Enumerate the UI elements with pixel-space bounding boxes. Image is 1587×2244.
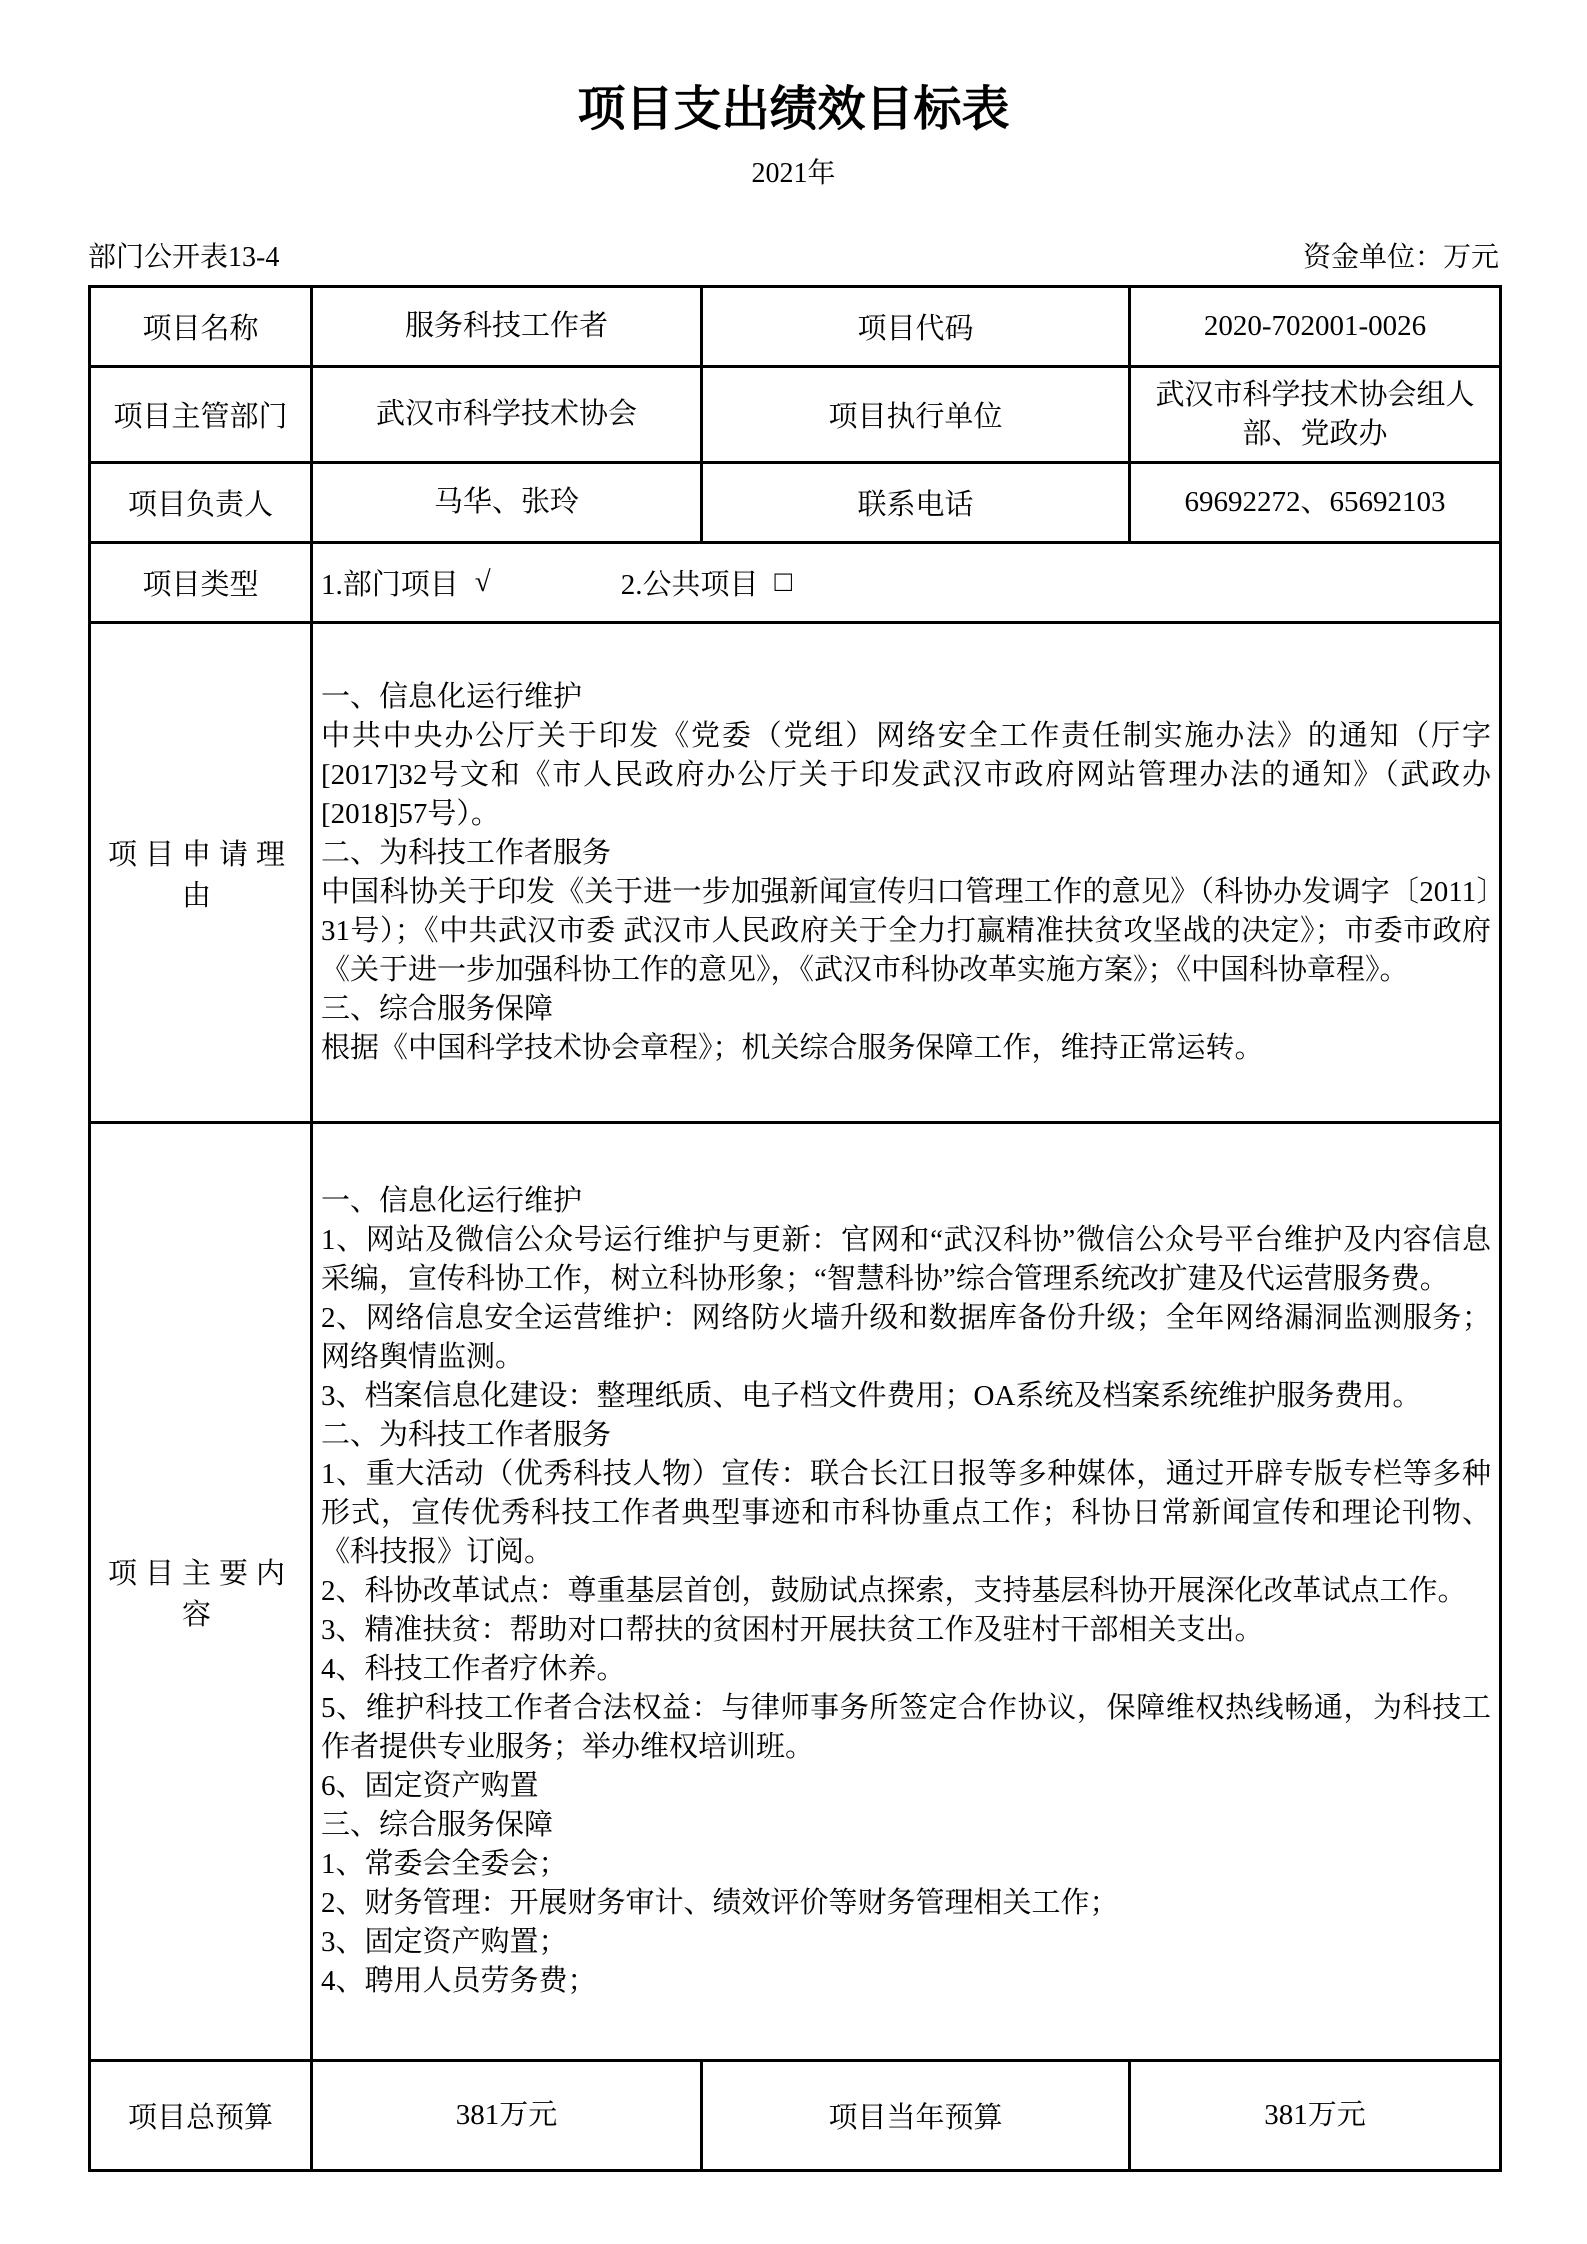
phone-label: 联系电话	[702, 463, 1130, 543]
phone-value: 69692272、65692103	[1130, 463, 1501, 543]
dept-label: 项目主管部门	[90, 367, 312, 463]
year-budget-value: 381万元	[1130, 2061, 1501, 2171]
type-option-dept	[321, 562, 491, 603]
main-content-label: 项目主要内容	[90, 1123, 312, 2061]
content-paragraph: 三、综合服务保障	[321, 1809, 554, 1842]
checkbox-empty-icon: □	[774, 566, 792, 599]
content-paragraph: 3、精准扶贫：帮助对口帮扶的贫困村开展扶贫工作及驻村干部相关支出。	[321, 1614, 1264, 1647]
table-row	[90, 623, 1501, 1123]
total-budget-label: 项目总预算	[90, 2061, 312, 2171]
content-paragraph: 4、科技工作者疗休养。	[321, 1653, 626, 1686]
content-paragraph: 3、固定资产购置；	[321, 1926, 568, 1959]
meta-row	[88, 235, 1499, 275]
performance-target-table	[88, 285, 1502, 2172]
dept-value: 武汉市科学技术协会	[312, 367, 702, 463]
checkmark-icon: √	[474, 566, 491, 599]
content-paragraph: 2、网络信息安全运营维护：网络防火墙升级和数据库备份升级；全年网络漏洞监测服务；网络舆情监测。	[321, 1302, 1491, 1374]
exec-unit-label: 项目执行单位	[702, 367, 1130, 463]
content-paragraph: 二、为科技工作者服务	[321, 1419, 612, 1452]
content-paragraph: 1、网站及微信公众号运行维护与更新：官网和“武汉科协”微信公众号平台维护及内容信息采编，宣传科协工作，树立科协形象；“智慧科协”综合管理系统改扩建及代运营服务费。	[321, 1224, 1491, 1296]
form-code-label: 部门公开表13-4	[88, 242, 280, 274]
content-paragraph: 6、固定资产购置	[321, 1770, 539, 1803]
exec-unit-value: 武汉市科学技术协会组人部、党政办	[1130, 367, 1501, 463]
table-row	[90, 287, 1501, 367]
reason-paragraph: 中国科协关于印发《关于进一步加强新闻宣传归口管理工作的意见》（科协办发调字〔2011〕31号）；《中共武汉市委 武汉市人民政府关于全力打赢精准扶贫攻坚战的决定》；市委市政府《关于进一步加强科协工作的意见》，《武汉市科协改革实施方案》；《中国科协章程》。	[321, 875, 1491, 986]
leader-label: 项目负责人	[90, 463, 312, 543]
unit-note-label: 资金单位：万元	[1302, 242, 1499, 274]
reason-content	[312, 623, 1501, 1123]
content-paragraph: 1、常委会全委会；	[321, 1848, 568, 1881]
total-budget-value: 381万元	[312, 2061, 702, 2171]
year-budget-label: 项目当年预算	[702, 2061, 1130, 2171]
content-paragraph: 5、维护科技工作者合法权益：与律师事务所签定合作协议，保障维权热线畅通，为科技工作者提供专业服务；举办维权培训班。	[321, 1692, 1491, 1764]
reason-paragraph: 根据《中国科学技术协会章程》；机关综合服务保障工作，维持正常运转。	[321, 1031, 1264, 1064]
leader-value: 马华、张玲	[312, 463, 702, 543]
project-name-value: 服务科技工作者	[312, 287, 702, 367]
page-year: 2021年	[751, 158, 836, 190]
main-content	[312, 1123, 1501, 2061]
reason-paragraph: 中共中央办公厅关于印发《党委（党组）网络安全工作责任制实施办法》的通知（厅字[2017]32号文和《市人民政府办公厅关于印发武汉市政府网站管理办法的通知》（武政办[2018]57号）。	[321, 719, 1491, 830]
reason-paragraph: 三、综合服务保障	[321, 992, 554, 1025]
table-row	[90, 2061, 1501, 2171]
content-paragraph: 1、重大活动（优秀科技人物）宣传：联合长江日报等多种媒体，通过开辟专版专栏等多种形式，宣传优秀科技工作者典型事迹和市科协重点工作；科协日常新闻宣传和理论刊物、《科技报》订阅。	[321, 1458, 1491, 1569]
table-row	[90, 543, 1501, 623]
project-type-label: 项目类型	[90, 543, 312, 623]
project-name-label: 项目名称	[90, 287, 312, 367]
type-option-public-label: 2.公共项目	[620, 569, 759, 602]
reason-paragraph: 二、为科技工作者服务	[321, 836, 612, 869]
table-row	[90, 367, 1501, 463]
reason-paragraph: 一、信息化运行维护	[321, 680, 583, 713]
project-type-options	[312, 543, 1501, 623]
project-code-label: 项目代码	[702, 287, 1130, 367]
type-option-public	[621, 562, 792, 603]
content-paragraph: 2、财务管理：开展财务审计、绩效评价等财务管理相关工作；	[321, 1887, 1119, 1920]
content-paragraph: 2、科协改革试点：尊重基层首创，鼓励试点探索，支持基层科协开展深化改革试点工作。	[321, 1575, 1467, 1608]
page-title: 项目支出绩效目标表	[577, 83, 1010, 136]
reason-label: 项目申请理由	[90, 623, 312, 1123]
content-paragraph: 4、聘用人员劳务费；	[321, 1965, 597, 1998]
content-paragraph: 一、信息化运行维护	[321, 1185, 583, 1218]
type-option-dept-label: 1.部门项目	[321, 569, 459, 602]
project-code-value: 2020-702001-0026	[1130, 287, 1501, 367]
table-row	[90, 1123, 1501, 2061]
content-paragraph: 3、档案信息化建设：整理纸质、电子档文件费用；OA系统及档案系统维护服务费用。	[321, 1380, 1422, 1413]
table-row	[90, 463, 1501, 543]
